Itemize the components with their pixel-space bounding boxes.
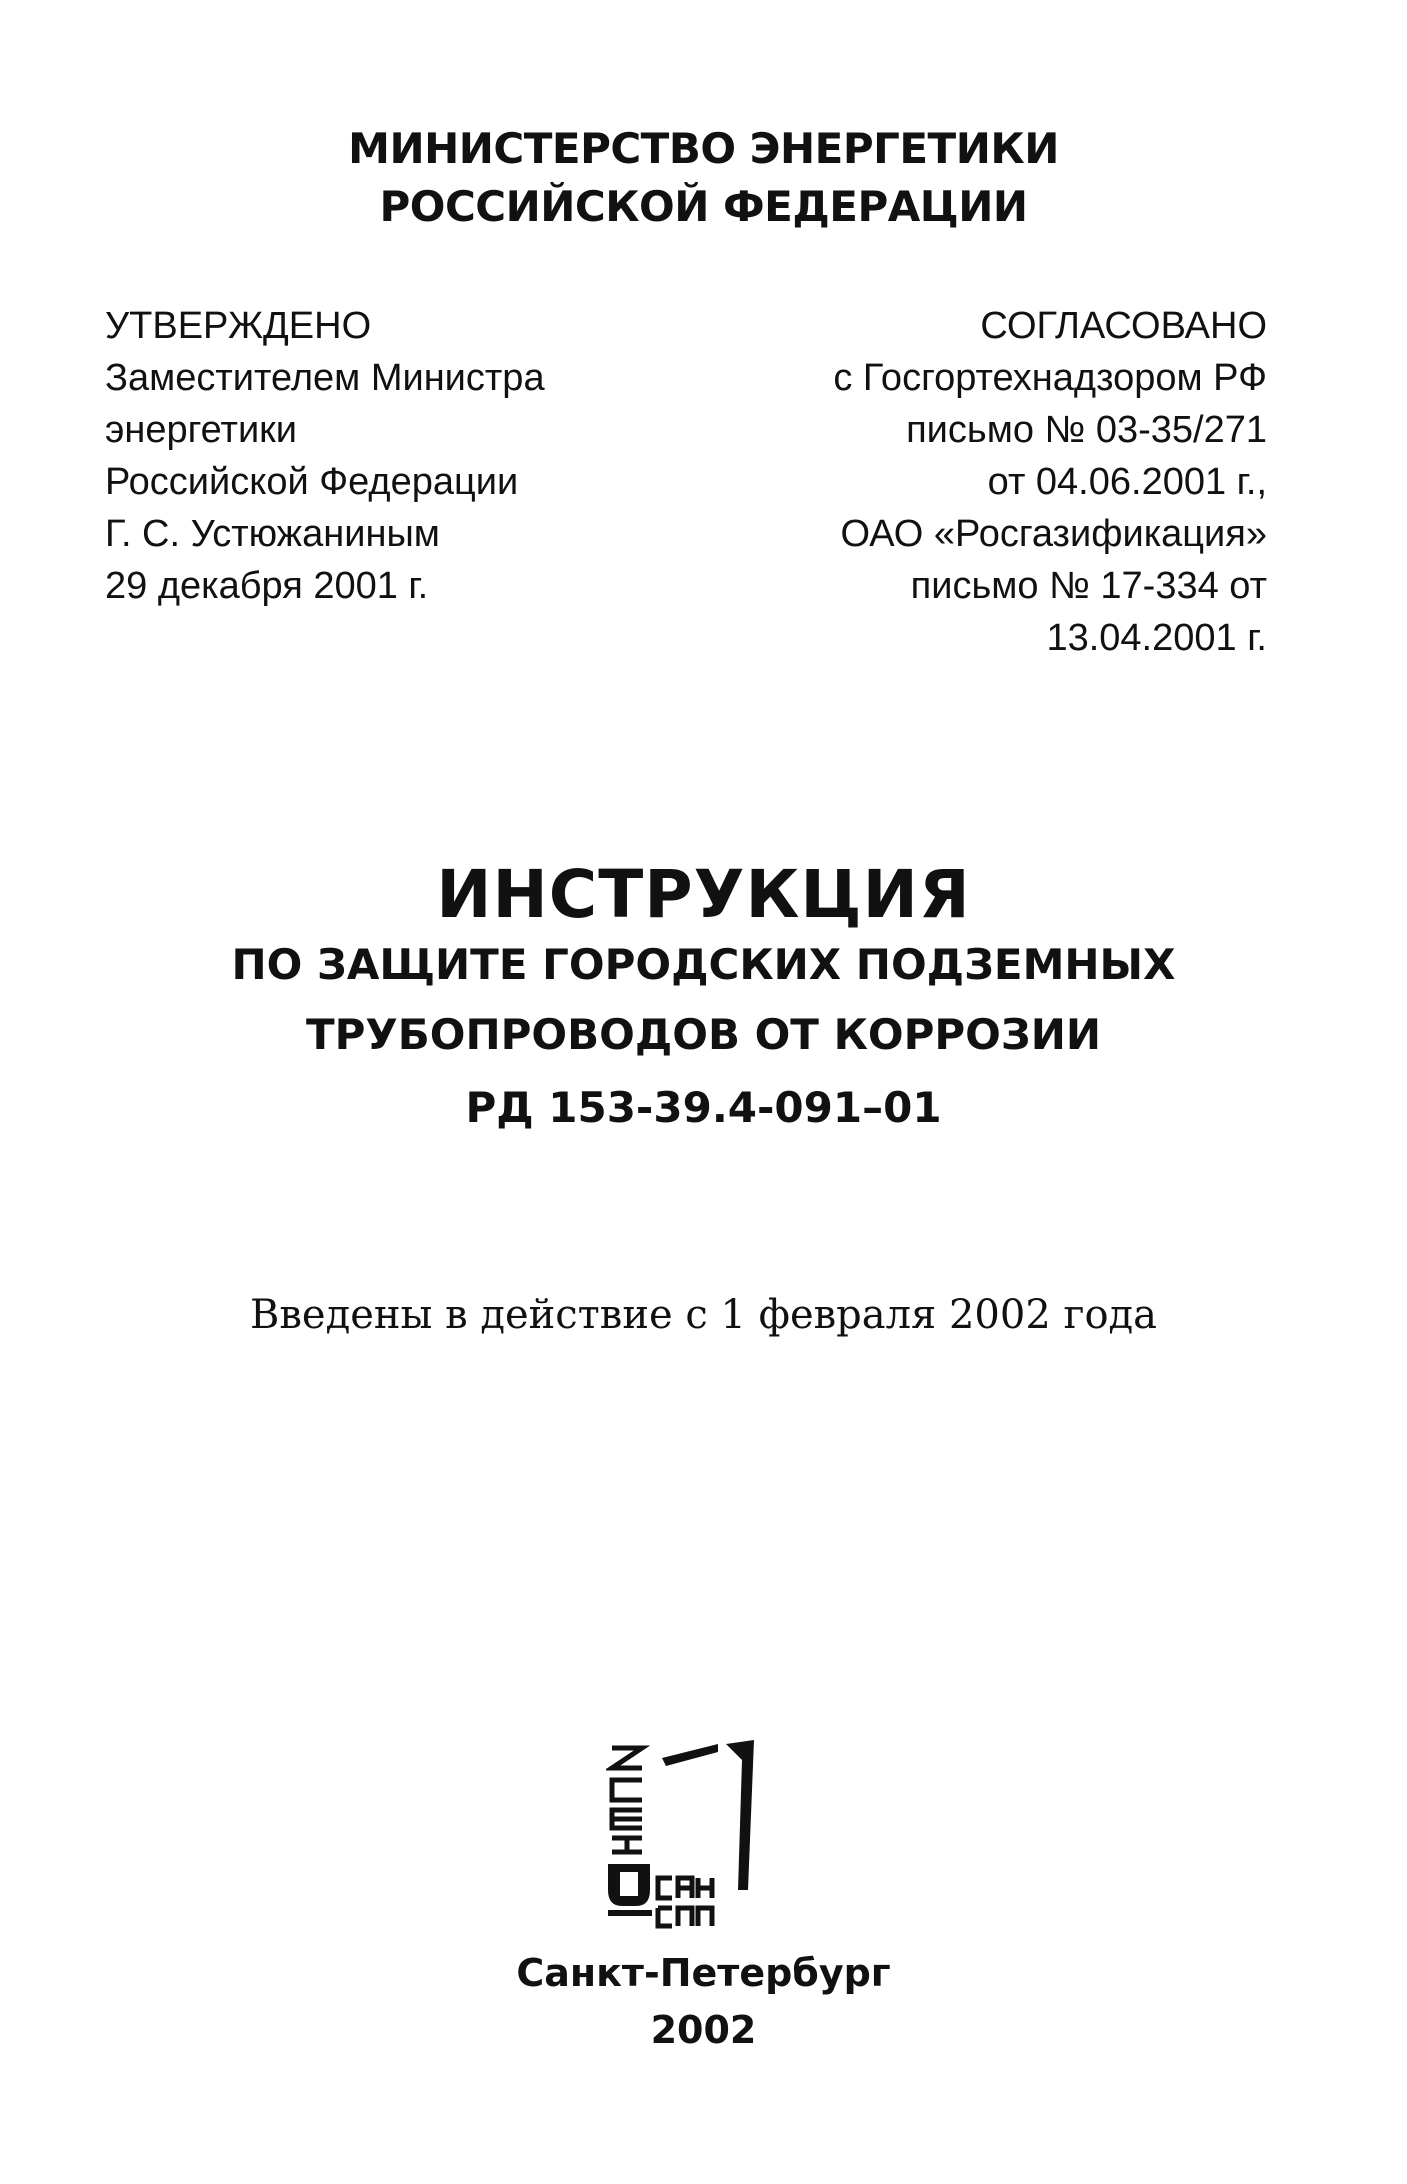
ministry-line-2: РОССИЙСКОЙ ФЕДЕРАЦИИ bbox=[379, 182, 1028, 231]
agreed-line: ОАО «Росгазификация» bbox=[840, 513, 1267, 555]
publisher-city: Санкт-Петербург bbox=[516, 1951, 891, 1995]
approved-line: энергетики bbox=[105, 409, 298, 451]
publication-year: 2002 bbox=[650, 2008, 757, 2052]
approved-block bbox=[105, 300, 705, 612]
ministry-line-1: МИНИСТЕРСТВО ЭНЕРГЕТИКИ bbox=[348, 124, 1059, 173]
approved-heading: УТВЕРЖДЕНО bbox=[105, 305, 372, 347]
approved-signatory: Г. С. Устюжаниным bbox=[105, 513, 440, 555]
effective-date: Введены в действие с 1 февраля 2002 года bbox=[249, 1292, 1157, 1338]
document-code: РД 153-39.4-091–01 bbox=[465, 1083, 942, 1132]
approved-date: 29 декабря 2001 г. bbox=[105, 565, 429, 607]
agreed-line: от 04.06.2001 г., bbox=[987, 461, 1267, 503]
document-subtitle bbox=[0, 930, 1407, 1070]
agreed-line: 13.04.2001 г. bbox=[1046, 617, 1267, 659]
agreed-line: с Госгортехнадзором РФ bbox=[833, 357, 1267, 399]
approved-line: Заместителем Министра bbox=[105, 357, 545, 399]
ministry-header bbox=[0, 120, 1407, 236]
agreed-line: письмо № 03-35/271 bbox=[906, 409, 1267, 451]
subtitle-line-1: ПО ЗАЩИТЕ ГОРОДСКИХ ПОДЗЕМНЫХ bbox=[231, 940, 1176, 989]
agreed-heading: СОГЛАСОВАНО bbox=[980, 305, 1267, 347]
subtitle-line-2: ТРУБОПРОВОДОВ ОТ КОРРОЗИИ bbox=[305, 1010, 1102, 1059]
document-title: ИНСТРУКЦИЯ bbox=[436, 856, 971, 933]
agreed-line: письмо № 17-334 от bbox=[910, 565, 1267, 607]
agreed-block bbox=[647, 300, 1267, 664]
dean-publisher-logo-icon bbox=[606, 1740, 756, 1930]
approved-line: Российской Федерации bbox=[105, 461, 519, 503]
